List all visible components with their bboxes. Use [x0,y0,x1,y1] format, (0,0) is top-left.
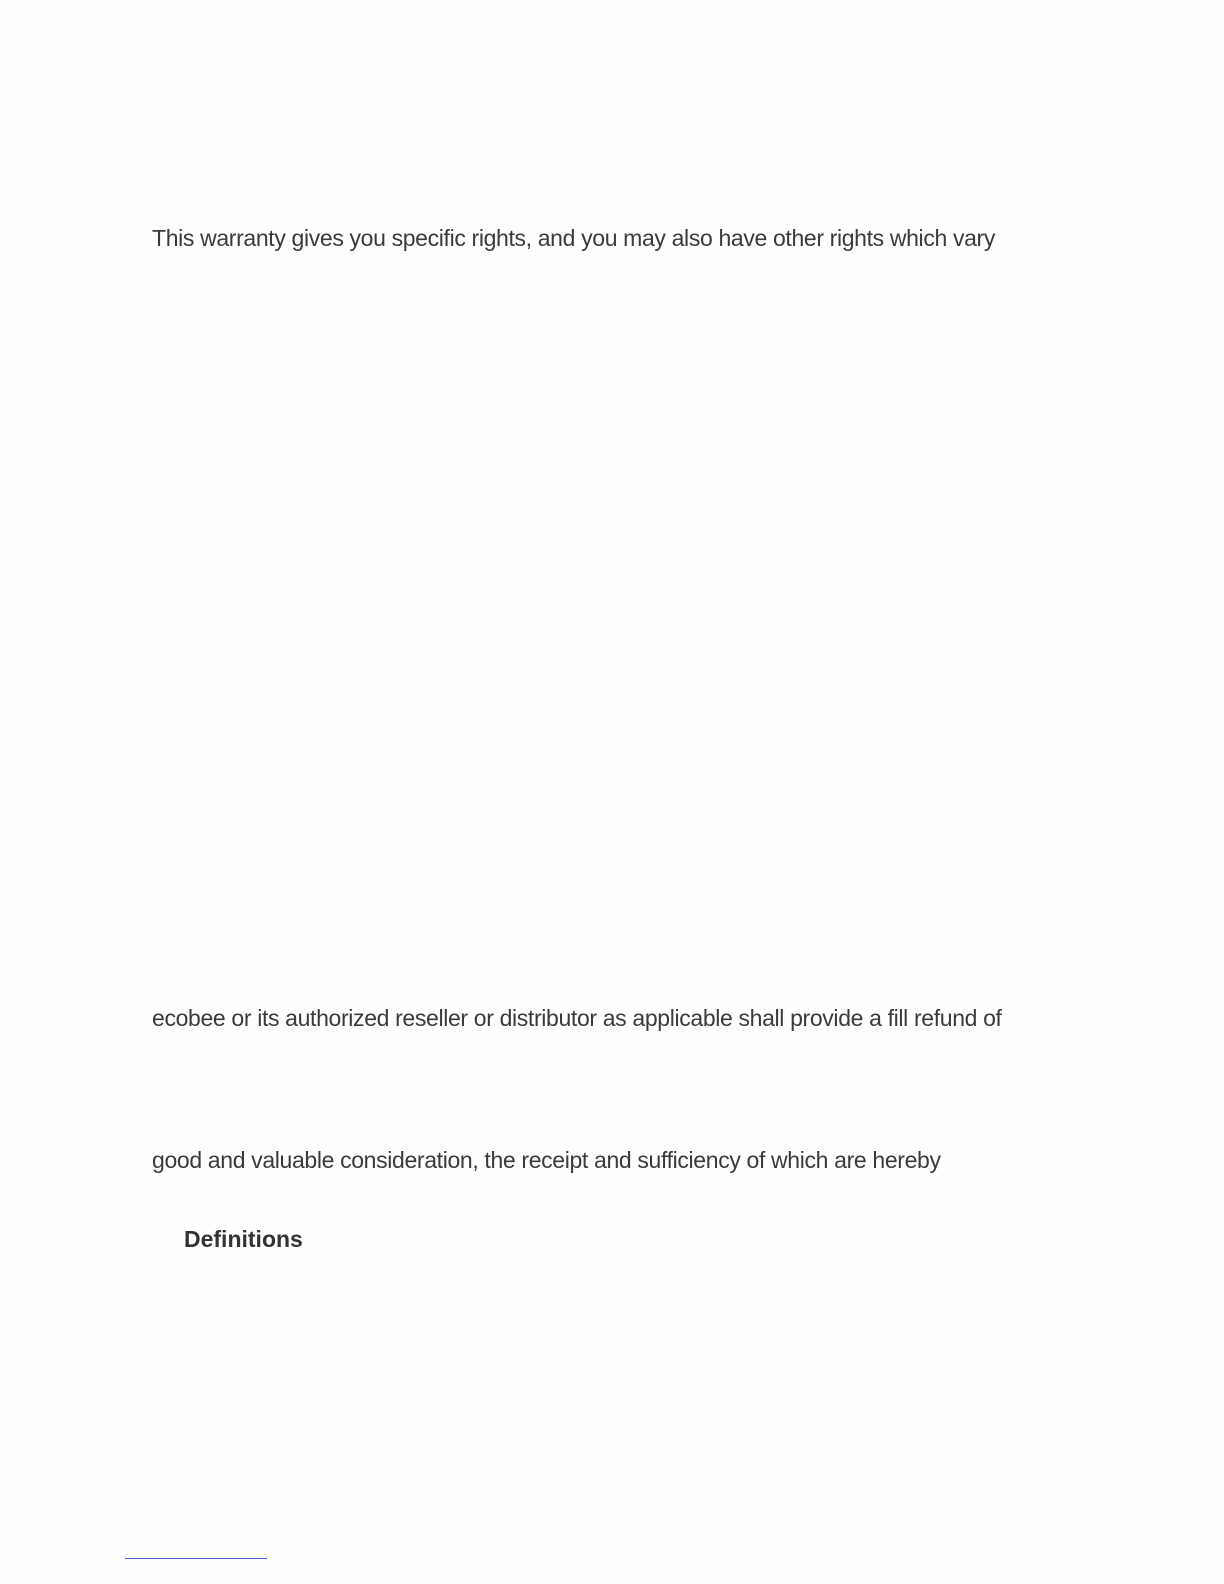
text-line-consideration: good and valuable consideration, the receipt and sufficiency of which are hereby [152,1147,941,1173]
footnote-separator-rule [125,1558,267,1559]
section-heading-definitions: Definitions [184,1226,303,1252]
text-line-warranty-rights: This warranty gives you specific rights, and you may also have other rights which vary [152,225,996,251]
text-line-refund: ecobee or its authorized reseller or distributor as applicable shall provide a fill refund of [152,1005,1002,1031]
